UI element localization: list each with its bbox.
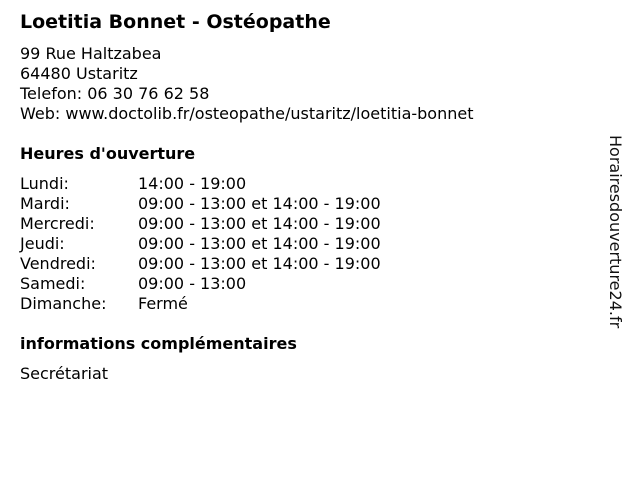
- hours-row-lundi: [20, 174, 381, 194]
- hours-row-mardi: [20, 194, 381, 214]
- hours-day: Mercredi:: [20, 214, 95, 233]
- hours-day: Dimanche:: [20, 294, 107, 313]
- hours-time: Fermé: [138, 294, 188, 313]
- hours-time: 09:00 - 13:00 et 14:00 - 19:00: [138, 234, 381, 253]
- hours-day: Jeudi:: [20, 234, 65, 253]
- address-city: 64480 Ustaritz: [20, 64, 138, 83]
- hours-row-mercredi: [20, 214, 381, 234]
- hours-day: Lundi:: [20, 174, 69, 193]
- website-link[interactable]: Web: www.doctolib.fr/osteopathe/ustaritz/loetitia-bonnet: [20, 104, 474, 123]
- info-heading: informations complémentaires: [20, 334, 297, 353]
- page-title: Loetitia Bonnet - Ostéopathe: [20, 11, 331, 33]
- hours-table: [20, 174, 381, 314]
- hours-time: 14:00 - 19:00: [138, 174, 247, 193]
- hours-row-vendredi: [20, 254, 381, 274]
- hours-day: Mardi:: [20, 194, 70, 213]
- hours-time: 09:00 - 13:00 et 14:00 - 19:00: [138, 194, 381, 213]
- hours-day: Samedi:: [20, 274, 86, 293]
- hours-row-dimanche: [20, 294, 381, 314]
- hours-time: 09:00 - 13:00: [138, 274, 247, 293]
- address-block: [20, 44, 474, 124]
- hours-row-jeudi: [20, 234, 381, 254]
- hours-row-samedi: [20, 274, 381, 294]
- phone-number[interactable]: Telefon: 06 30 76 62 58: [20, 84, 210, 103]
- site-watermark: Horairesdouverture24.fr: [606, 135, 625, 329]
- hours-time: 09:00 - 13:00 et 14:00 - 19:00: [138, 214, 381, 233]
- hours-time: 09:00 - 13:00 et 14:00 - 19:00: [138, 254, 381, 273]
- info-text: Secrétariat: [20, 364, 109, 383]
- hours-day: Vendredi:: [20, 254, 96, 273]
- hours-heading: Heures d'ouverture: [20, 144, 196, 163]
- address-street: 99 Rue Haltzabea: [20, 44, 162, 63]
